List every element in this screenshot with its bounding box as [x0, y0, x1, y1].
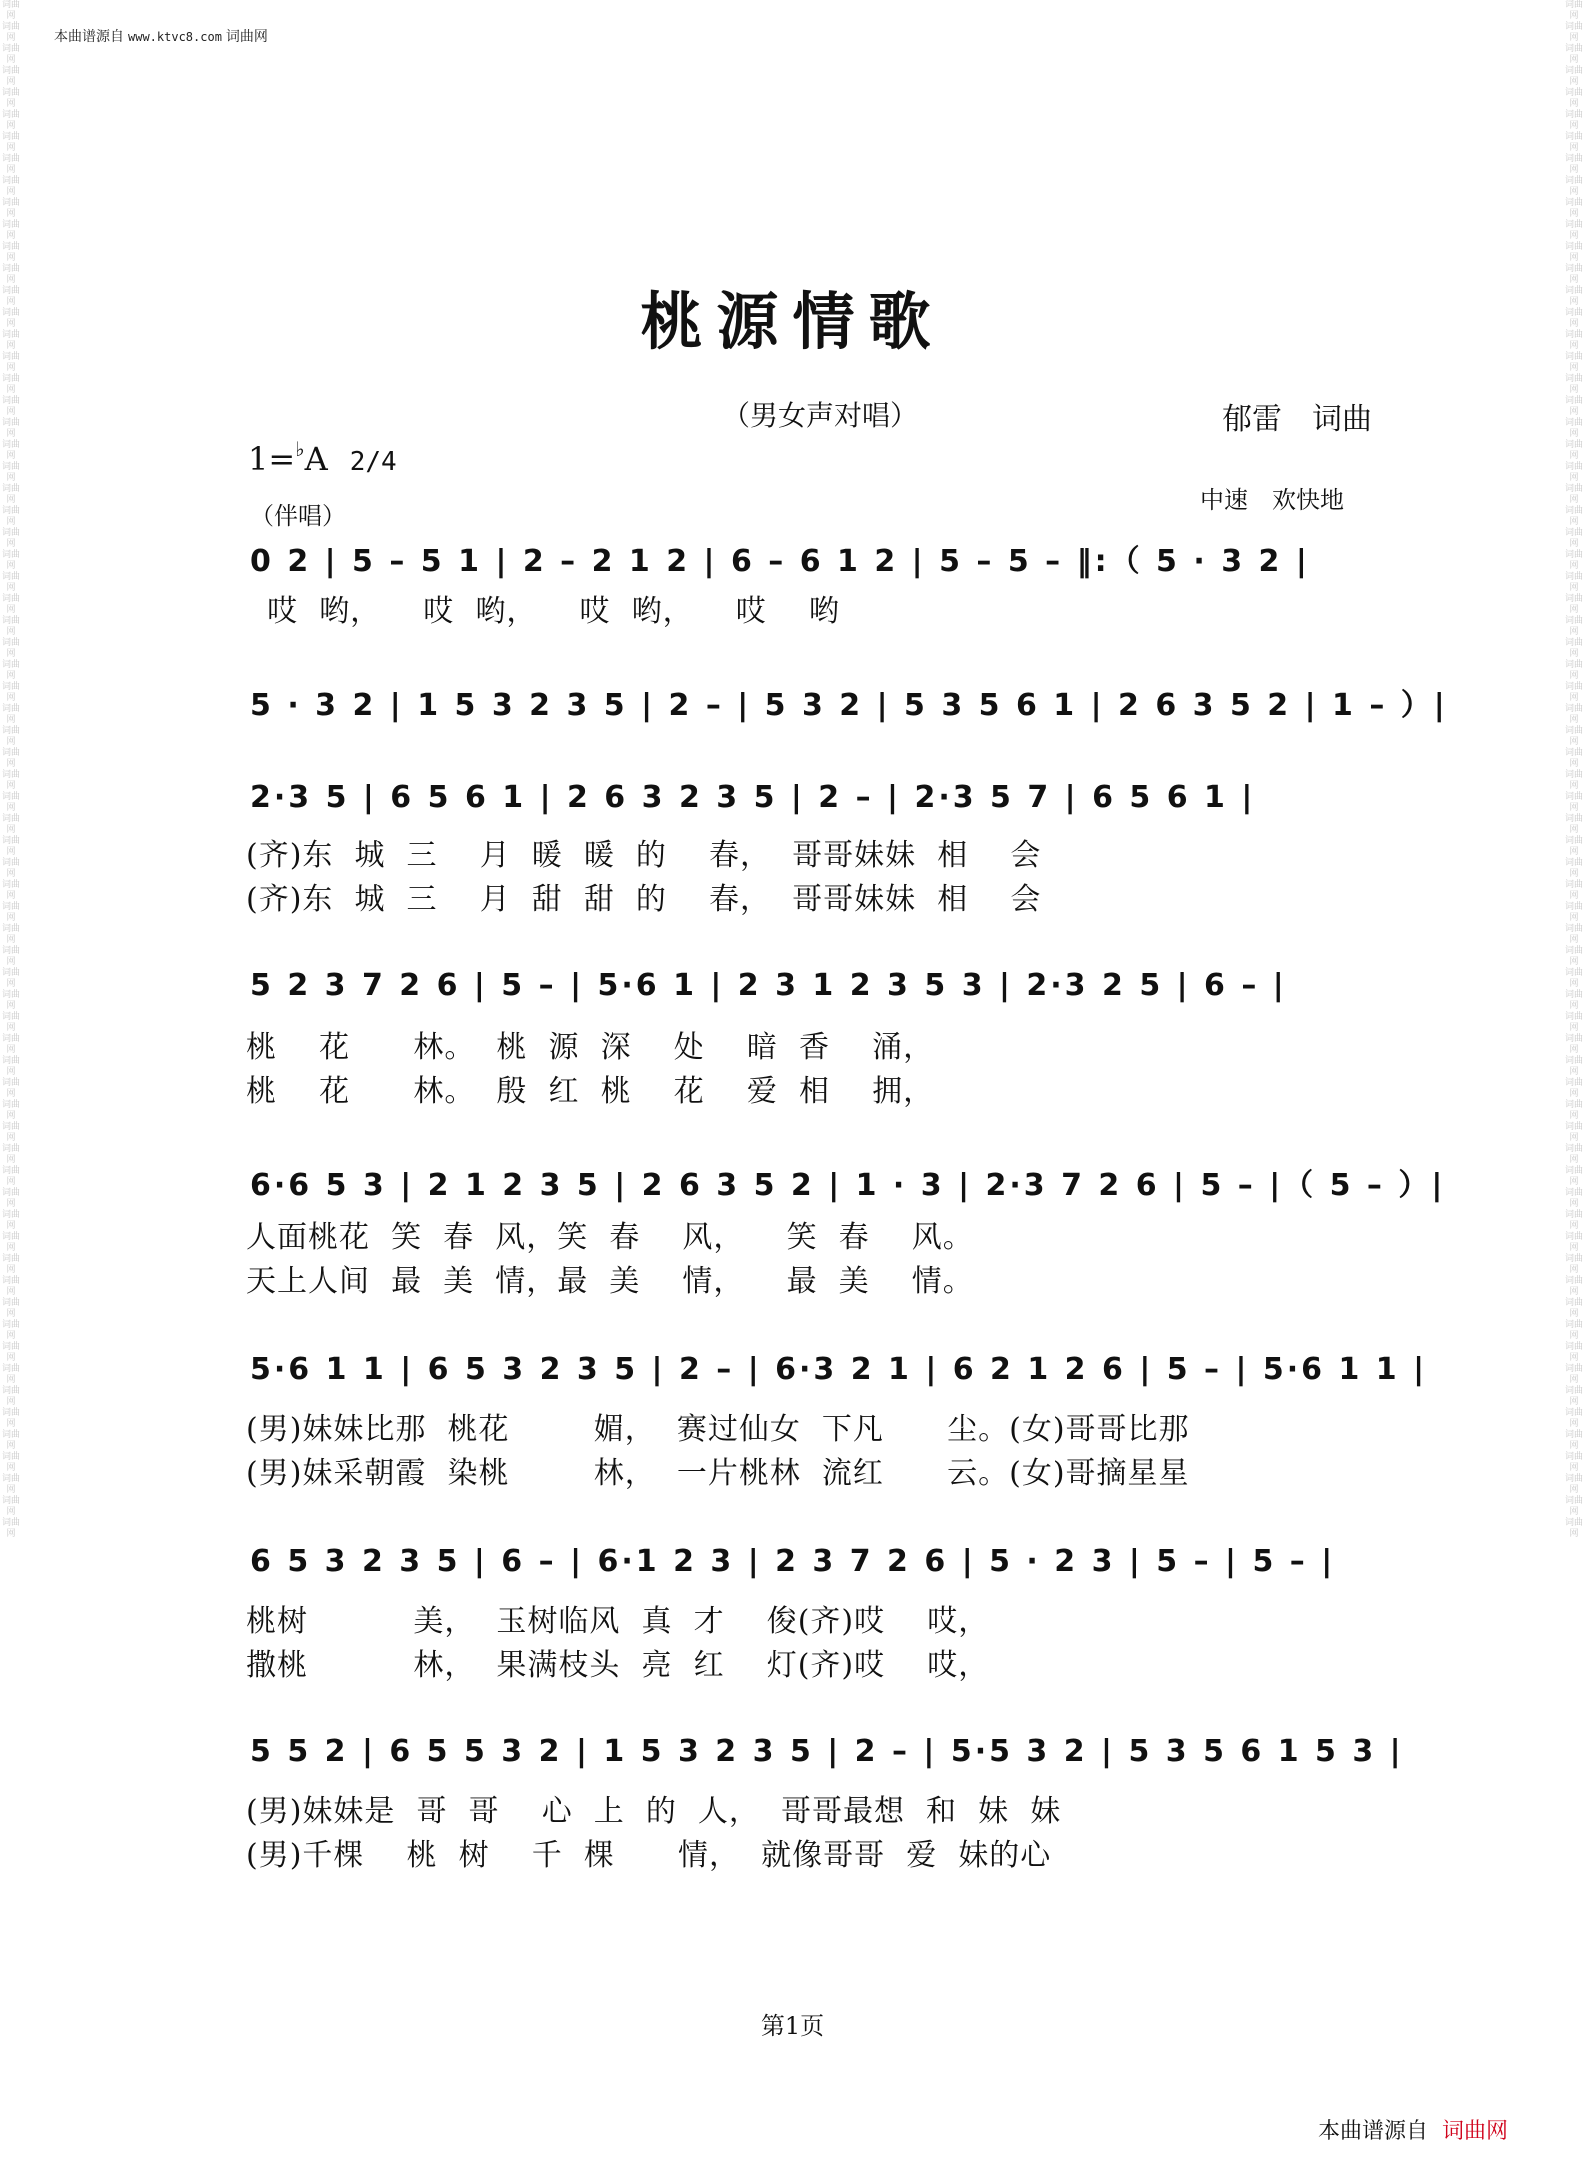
system-6-lyric-1: (男)妹妹比那 桃花 媚， 赛过仙女 下凡 尘。(女)哥哥比那	[246, 1412, 1190, 1447]
system-7-lyric-2: 撒桃 林， 果满枝头 亮 红 灯(齐)哎 哎，	[246, 1648, 990, 1683]
system-5-lyric-1: 人面桃花 笑 春 风，笑 春 风， 笑 春 风。	[246, 1220, 974, 1255]
system-4-lyric-1: 桃 花 林。 桃 源 深 处 暗 香 涌，	[246, 1030, 935, 1065]
system-4-lyric-2: 桃 花 林。 殷 红 桃 花 爱 相 拥，	[246, 1074, 935, 1109]
system-7-lyric-1: 桃树 美， 玉树临风 真 才 俊(齐)哎 哎，	[246, 1604, 990, 1639]
flat-sign: ♭	[295, 437, 305, 461]
song-subtitle: （男女声对唱）	[722, 399, 919, 432]
system-3-notes: 2·3 5 | 6 5 6 1 | 2 6 3 2 3 5 | 2 – | 2·3 5 7 | 6 5 6 1 |	[250, 780, 1256, 815]
left-watermark: 词曲网 词曲网 词曲网 词曲网 词曲网 词曲网 词曲网 词曲网 词曲网 词曲网 词曲网 词曲网 词曲网 词曲网 词曲网 词曲网 词曲网 词曲网 词曲网 词曲网 词曲网 词曲网 词曲网 词曲网 词曲网 词曲网 词曲网 词曲网 词曲网 词曲网 词曲网 词曲网 词曲网 词曲网 词曲网 词曲网 词曲网 词曲网 词曲网 词曲网 词曲网 词曲网 词曲网 词曲网 词曲网 词曲网 词曲网 词曲网 词曲网 词曲网 词曲网 词曲网 词曲网 词曲网 词曲网 词曲网 词曲网 词曲网 词曲网 词曲网 词曲网 词曲网 词曲网 词曲网 词曲网 词曲网 词曲网 词曲网 词曲网 词曲网	[2, 0, 20, 1539]
key-prefix: 1=	[248, 440, 296, 478]
footer-link[interactable]: 词曲网	[1442, 2119, 1509, 2144]
right-watermark: 词曲网 词曲网 词曲网 词曲网 词曲网 词曲网 词曲网 词曲网 词曲网 词曲网 词曲网 词曲网 词曲网 词曲网 词曲网 词曲网 词曲网 词曲网 词曲网 词曲网 词曲网 词曲网 词曲网 词曲网 词曲网 词曲网 词曲网 词曲网 词曲网 词曲网 词曲网 词曲网 词曲网 词曲网 词曲网 词曲网 词曲网 词曲网 词曲网 词曲网 词曲网 词曲网 词曲网 词曲网 词曲网 词曲网 词曲网 词曲网 词曲网 词曲网 词曲网 词曲网 词曲网 词曲网 词曲网 词曲网 词曲网 词曲网 词曲网 词曲网 词曲网 词曲网 词曲网 词曲网 词曲网 词曲网 词曲网 词曲网 词曲网 词曲网	[1565, 0, 1583, 1539]
system-6-notes: 5·6 1 1 | 6 5 3 2 3 5 | 2 – | 6·3 2 1 | 6 2 1 2 6 | 5 – | 5·6 1 1 |	[250, 1352, 1428, 1387]
source-url[interactable]: www.ktvc8.com	[128, 30, 222, 44]
tempo-marking: 中速 欢快地	[1200, 486, 1344, 514]
key-note: A	[304, 440, 328, 478]
key-signature	[248, 437, 397, 478]
source-header	[54, 26, 268, 46]
system-5-notes: 6·6 5 3 | 2 1 2 3 5 | 2 6 3 5 2 | 1 · 3 | 2·3 7 2 6 | 5 – |（ 5 – ）|	[250, 1168, 1446, 1203]
system-5-lyric-2: 天上人间 最 美 情，最 美 情， 最 美 情。	[246, 1264, 974, 1299]
footer-text: 本曲谱源自	[1318, 2119, 1429, 2144]
system-3-lyric-1: (齐)东 城 三 月 暖 暖 的 春， 哥哥妹妹 相 会	[246, 838, 1042, 873]
system-8-lyric-1: (男)妹妹是 哥 哥 心 上 的 人， 哥哥最想 和 妹 妹	[246, 1794, 1062, 1829]
accompaniment-label: （伴唱）	[250, 502, 346, 530]
footer-source	[1318, 2114, 1508, 2145]
system-4-notes: 5 2 3 7 2 6 | 5 – | 5·6 1 | 2 3 1 2 3 5 3 | 2·3 2 5 | 6 – |	[250, 968, 1287, 1003]
system-3-lyric-2: (齐)东 城 三 月 甜 甜 的 春， 哥哥妹妹 相 会	[246, 882, 1042, 917]
system-2-notes: 5 · 3 2 | 1 5 3 2 3 5 | 2 – | 5 3 2 | 5 3 5 6 1 | 2 6 3 5 2 | 1 – ）|	[250, 688, 1448, 723]
system-1-lyric-1: 哎 哟， 哎 哟， 哎 哟， 哎 哟	[246, 594, 840, 629]
source-site-label: 词曲网	[225, 29, 268, 45]
page-number: 第1页	[760, 2012, 825, 2040]
source-site-name: 本曲谱源自	[54, 29, 124, 45]
system-8-notes: 5 5 2 | 6 5 5 3 2 | 1 5 3 2 3 5 | 2 – | 5·5 3 2 | 5 3 5 6 1 5 3 |	[250, 1734, 1404, 1769]
system-8-lyric-2: (男)千棵 桃 树 千 棵 情， 就像哥哥 爱 妹的心	[246, 1838, 1052, 1873]
system-1-notes: 0 2 | 5 – 5 1 | 2 – 2 1 2 | 6 – 6 1 2 | 5 – 5 – ‖:（ 5 · 3 2 |	[250, 544, 1310, 579]
song-author: 郁雷 词曲	[1222, 402, 1372, 437]
system-6-lyric-2: (男)妹采朝霞 染桃 林， 一片桃林 流红 云。(女)哥摘星星	[246, 1456, 1190, 1491]
time-signature: 2/4	[349, 447, 397, 477]
system-7-notes: 6 5 3 2 3 5 | 6 – | 6·1 2 3 | 2 3 7 2 6 | 5 · 2 3 | 5 – | 5 – |	[250, 1544, 1336, 1579]
song-title: 桃源情歌	[640, 285, 945, 358]
